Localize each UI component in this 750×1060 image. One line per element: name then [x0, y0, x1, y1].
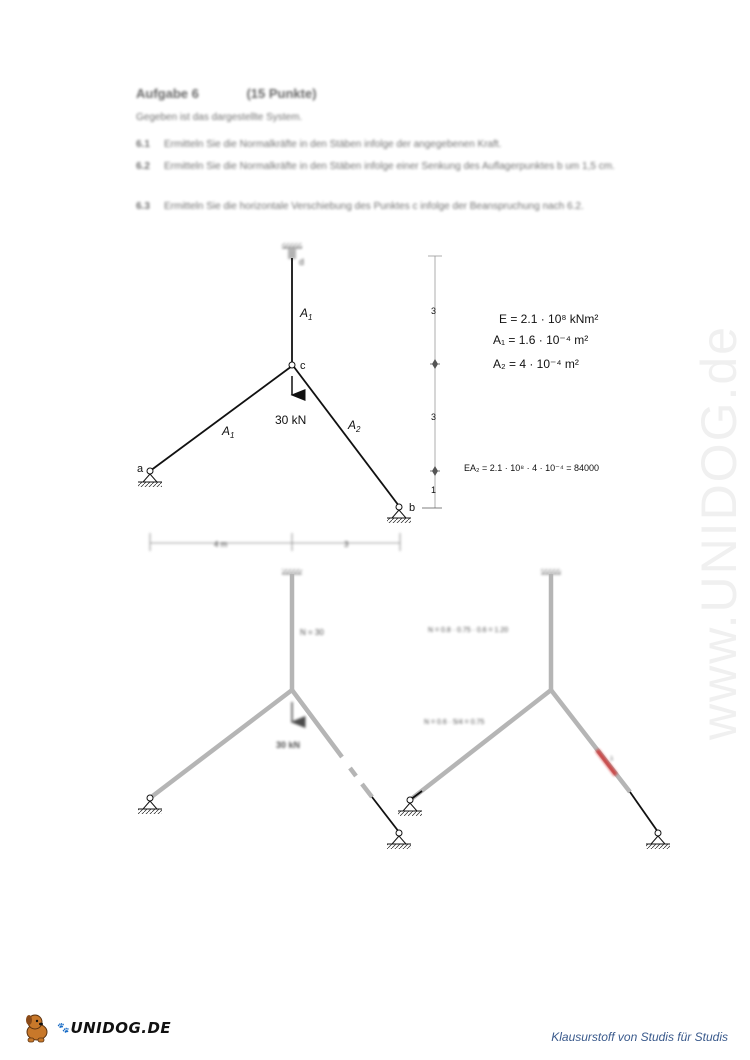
sketch-left-member-right-lower: [372, 797, 399, 832]
dim-v2: 3: [431, 412, 437, 422]
task-item-number: 6.3: [136, 201, 150, 212]
task-item-text: Ermitteln Sie die Normalkräfte in den Stäben infolge einer Senkung des Auflagerpunktes b um 1,5 cm.: [164, 161, 615, 172]
horizontal-dimension: [150, 533, 400, 551]
node-c-label: c: [300, 360, 306, 372]
dim-v1: 3: [431, 306, 437, 316]
member-left: [150, 366, 292, 471]
dim-h2: 3: [344, 540, 349, 549]
sketch-left-member-right-mid: [350, 768, 356, 776]
support-b: [387, 504, 411, 523]
sketch-left-label-top: N = 30: [300, 628, 324, 637]
member-top-label: $A_1$: [300, 306, 313, 322]
prop-A1: A₁ = 1.6 · 10⁻⁴ m²: [493, 333, 589, 347]
sketch-right-member-right-upper: [551, 690, 630, 792]
vertical-dimension: [422, 256, 442, 508]
sketch-right: [398, 569, 670, 849]
sketch-right-member-left: [410, 690, 551, 800]
task-item-number: 6.1: [136, 139, 150, 150]
watermark: www.UNIDOG.de: [691, 325, 747, 740]
dim-v3: 1: [431, 485, 437, 495]
node-a-label: a: [137, 463, 144, 475]
load-label: 30 kN: [275, 413, 307, 427]
task-item-text: Ermitteln Sie die Normalkräfte in den Stäben infolge der angegebenen Kraft.: [164, 139, 502, 150]
member-left-label: $A_1$: [222, 424, 235, 440]
prop-EA2: EA₂ = 2.1 · 10⁸ · 4 · 10⁻⁴ = 84000: [464, 463, 599, 473]
sketch-right-member-highlight: [597, 750, 616, 775]
unidog-logo[interactable]: [22, 1012, 171, 1044]
member-right-label: $A_2$: [348, 418, 361, 434]
sketch-left-support-b: [387, 830, 411, 849]
main-truss: [137, 243, 599, 551]
sketch-right-support-b: [646, 830, 670, 849]
member-right: [294, 367, 399, 506]
brand-text: UNIDOG.DE: [70, 1019, 172, 1037]
task-title: Aufgabe 6: [136, 86, 199, 101]
dog-icon: [22, 1012, 56, 1044]
task-points: (15 Punkte): [246, 86, 317, 101]
sketch-left-member-left: [150, 690, 292, 798]
sketch-left: [138, 569, 411, 849]
sketch-right-small-label: 1: [610, 756, 614, 762]
sketch-right-label-top: N = 0.8 · 0.75 · 0.6 = 1.20: [428, 627, 509, 634]
dim-h1: 4 m: [214, 540, 228, 549]
prop-A2: A₂ = 4 · 10⁻⁴ m²: [493, 357, 579, 371]
sketch-right-member-right-lower: [630, 792, 658, 832]
task-intro: Gegeben ist das dargestellte System.: [136, 112, 303, 123]
sketch-left-member-right-gap: [362, 784, 372, 797]
prop-E: E = 2.1 · 10⁸ kNm²: [499, 312, 599, 326]
task-item-text: Ermitteln Sie die horizontale Verschiebung des Punktes c infolge der Beanspruchung nach 6.2.: [164, 201, 584, 212]
sketch-right-label-mid: N = 0.6 · 5/4 = 0.75: [424, 719, 485, 726]
sketch-right-support-a: [398, 797, 422, 816]
paw-icon: 🐾: [57, 1022, 70, 1034]
hinge-c: [289, 362, 295, 368]
task-item-number: 6.2: [136, 161, 150, 172]
sketch-left-support-a: [138, 795, 162, 814]
sketch-left-load-label: 30 kN: [276, 740, 301, 750]
footer-tagline: Klausurstoff von Studis für Studis: [551, 1030, 728, 1044]
node-top-label: d: [299, 257, 305, 267]
node-b-label: b: [409, 502, 416, 514]
